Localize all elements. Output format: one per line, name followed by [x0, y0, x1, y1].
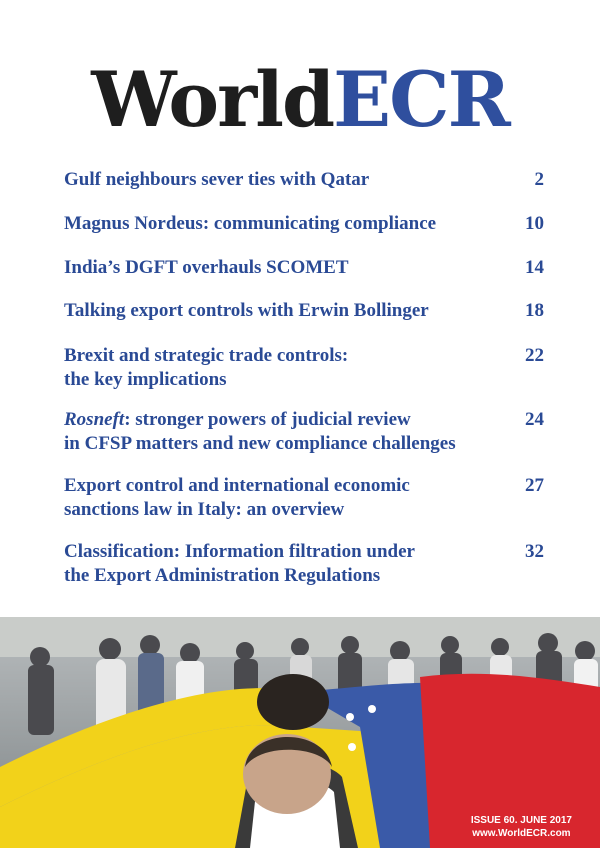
issue-info	[471, 814, 572, 840]
toc-page-number: 32	[525, 541, 544, 562]
toc-title: Magnus Nordeus: communicating compliance	[64, 213, 437, 234]
person-head	[257, 674, 329, 730]
toc-title: Talking export controls with Erwin Bollinger	[64, 300, 429, 321]
toc-page-number: 27	[525, 475, 544, 496]
toc-page-number: 10	[525, 213, 544, 234]
toc-page-number: 22	[525, 345, 544, 366]
website-link[interactable]: www.WorldECR.com	[472, 828, 571, 839]
toc-page-number: 14	[525, 257, 544, 278]
toc-page-number: 2	[534, 169, 544, 190]
toc-title-italic: Rosneft	[64, 409, 125, 430]
toc-page-number: 24	[525, 409, 544, 430]
cover-photo	[0, 617, 600, 848]
toc-title: Brexit and strategic trade controls: the key implications	[64, 345, 349, 390]
toc-page-number: 18	[525, 300, 544, 321]
issue-number: ISSUE 60. JUNE 2017	[470, 815, 572, 826]
masthead-ecr: ECR	[333, 55, 509, 144]
toc-title: Export control and international economic sanctions law in Italy: an overview	[64, 475, 410, 520]
toc-title: Gulf neighbours sever ties with Qatar	[64, 169, 370, 190]
toc-title: India’s DGFT overhauls SCOMET	[64, 257, 349, 278]
masthead-world: World	[91, 55, 334, 144]
toc-title	[64, 408, 512, 456]
toc-title: Classification: Information filtration under the Export Administration Regulations	[64, 541, 415, 586]
toc-title-rest: : stronger powers of judicial review in CFSP matters and new compliance challenges	[64, 409, 456, 454]
masthead-logo	[0, 55, 600, 144]
